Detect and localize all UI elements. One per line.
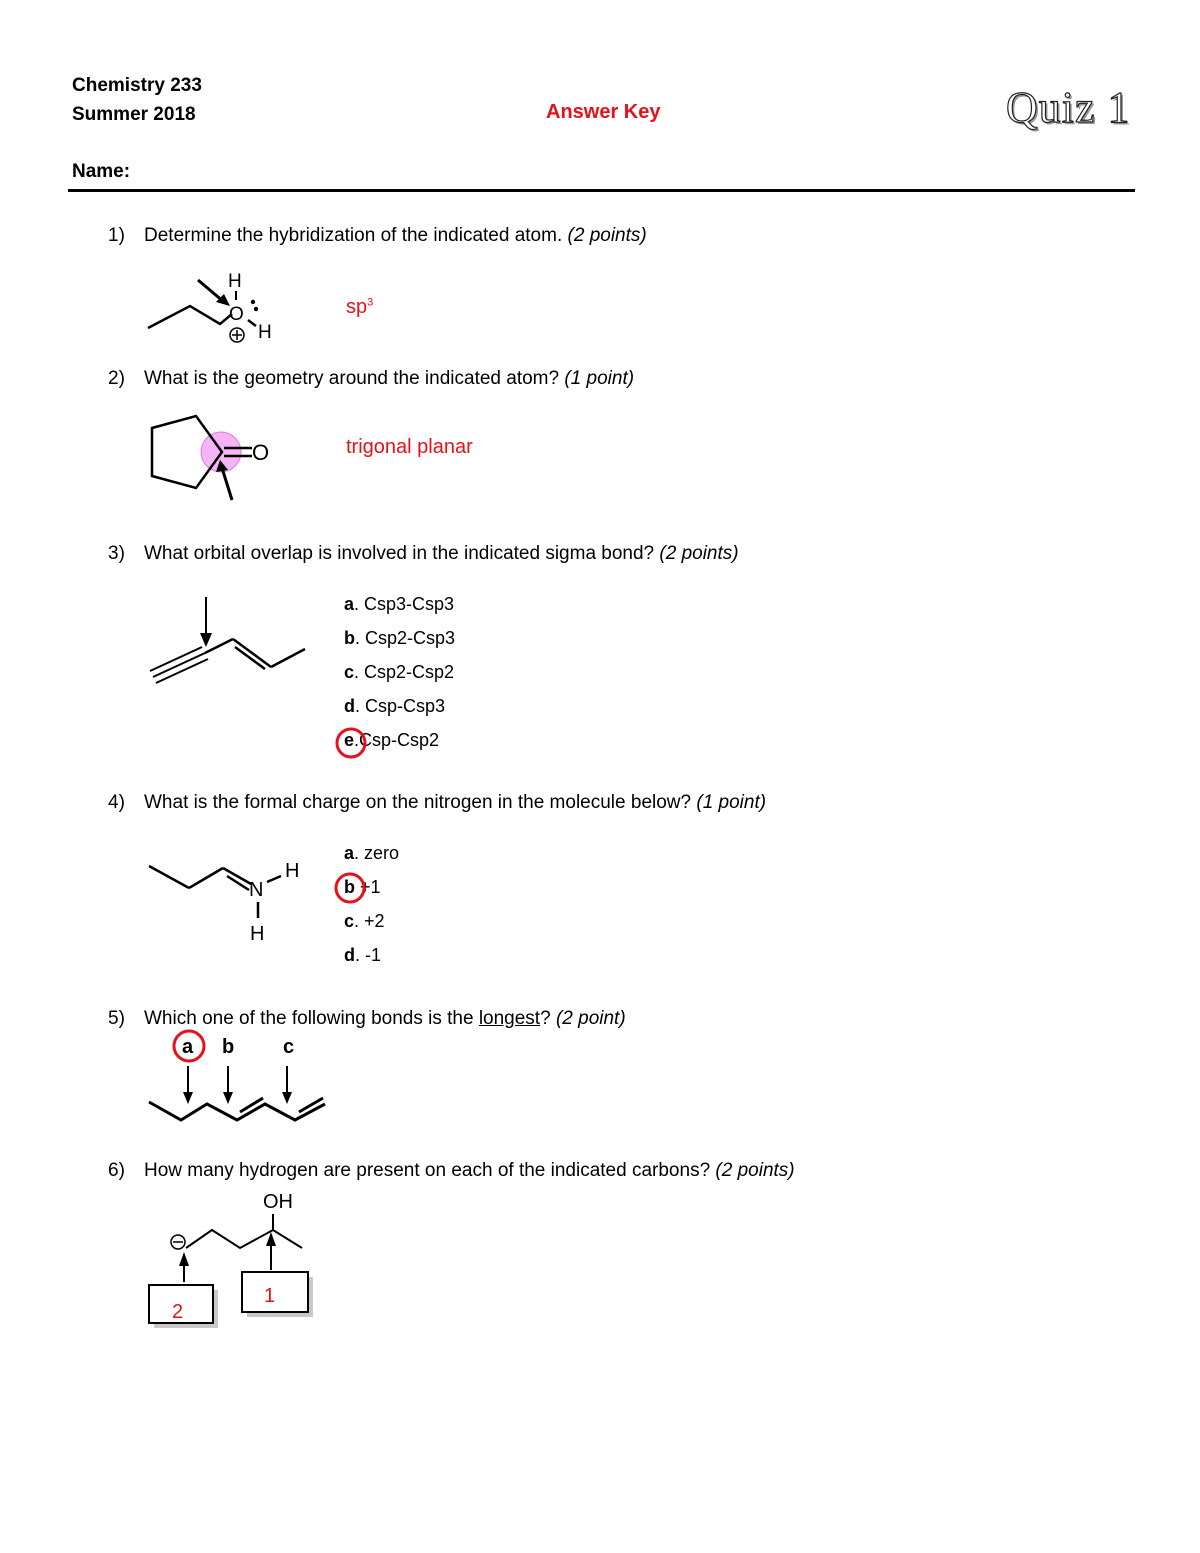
q2-structure bbox=[140, 410, 290, 510]
option-text: -1 bbox=[360, 945, 382, 965]
q3-option-c[interactable] bbox=[344, 662, 454, 683]
option-text: +1 bbox=[355, 877, 381, 897]
quiz-title: Quiz 1 bbox=[1006, 83, 1131, 132]
question-points: (2 points) bbox=[715, 1160, 795, 1181]
option-sep: . bbox=[354, 662, 360, 682]
question-1 bbox=[108, 225, 647, 247]
option-sep: . bbox=[355, 696, 361, 716]
arrow-head bbox=[200, 633, 212, 647]
question-emphasis: longest bbox=[478, 1008, 541, 1029]
question-points: (2 points) bbox=[567, 225, 647, 246]
bond-label-b: b bbox=[222, 1036, 235, 1058]
bond-label-a: a bbox=[182, 1036, 194, 1058]
q4-option-c[interactable] bbox=[344, 911, 385, 932]
q4-option-d[interactable] bbox=[344, 945, 381, 966]
option-text: Csp-Csp3 bbox=[360, 696, 446, 716]
q2-answer: trigonal planar bbox=[346, 436, 473, 458]
atom-o: O bbox=[229, 304, 244, 325]
question-4 bbox=[108, 792, 766, 814]
course-title: Chemistry 233 bbox=[72, 75, 202, 96]
atom-o: O bbox=[252, 440, 270, 465]
option-letter: c bbox=[344, 662, 355, 682]
question-text: What orbital overlap is involved in the indicated sigma bond? bbox=[144, 543, 655, 564]
atom-h: H bbox=[228, 271, 242, 292]
option-sep: . bbox=[354, 594, 360, 614]
question-number: 3) bbox=[108, 543, 125, 564]
atom-h: H bbox=[285, 860, 300, 882]
question-points: (2 points) bbox=[659, 543, 739, 564]
question-points: (2 point) bbox=[555, 1008, 626, 1029]
q3-structure bbox=[145, 595, 315, 685]
option-text: zero bbox=[359, 843, 400, 863]
option-sep: . bbox=[354, 911, 360, 931]
q3-option-d[interactable] bbox=[344, 696, 445, 717]
question-number: 1) bbox=[108, 225, 125, 246]
option-letter: d bbox=[344, 945, 355, 965]
question-3 bbox=[108, 543, 739, 565]
option-text: Csp2-Csp2 bbox=[359, 662, 455, 682]
q3-selected-circle bbox=[334, 726, 368, 760]
option-text: Csp3-Csp3 bbox=[359, 594, 455, 614]
answer-text: sp bbox=[346, 296, 368, 318]
answer-key-label: Answer Key bbox=[546, 101, 661, 123]
answer-left: 2 bbox=[172, 1301, 184, 1323]
answer-superscript: 3 bbox=[367, 296, 374, 309]
q4-selected-circle bbox=[333, 872, 367, 906]
term: Summer 2018 bbox=[72, 104, 196, 125]
name-label: Name: bbox=[72, 161, 131, 182]
question-points: (1 point) bbox=[564, 368, 635, 389]
question-text: Which one of the following bonds is the bbox=[144, 1008, 479, 1029]
question-number: 5) bbox=[108, 1008, 125, 1029]
group-oh: OH bbox=[263, 1191, 293, 1213]
question-6 bbox=[108, 1160, 795, 1182]
q1-structure bbox=[140, 262, 300, 352]
option-text: Csp-Csp2 bbox=[359, 730, 440, 750]
option-text: Csp2-Csp3 bbox=[360, 628, 456, 648]
bond-label-c: c bbox=[283, 1036, 295, 1058]
q5-structure bbox=[145, 1030, 335, 1130]
option-sep: . bbox=[355, 945, 361, 965]
indicator-arrow bbox=[222, 468, 232, 500]
question-text: Determine the hybridization of the indicated atom. bbox=[144, 225, 563, 246]
option-letter: e bbox=[344, 730, 355, 750]
option-sep: . bbox=[355, 628, 361, 648]
answer-right: 1 bbox=[264, 1285, 276, 1307]
q3-option-a[interactable] bbox=[344, 594, 454, 615]
q1-answer bbox=[346, 296, 373, 319]
question-points: (1 point) bbox=[696, 792, 767, 813]
option-letter: c bbox=[344, 911, 355, 931]
header-divider bbox=[68, 189, 1135, 192]
q4-structure bbox=[145, 852, 315, 952]
option-letter: a bbox=[344, 843, 355, 863]
option-letter: b bbox=[344, 628, 355, 648]
question-5 bbox=[108, 1008, 626, 1030]
atom-h2: H bbox=[250, 923, 265, 945]
atom-n: N bbox=[249, 879, 264, 901]
question-2 bbox=[108, 368, 634, 390]
question-text: What is the formal charge on the nitrogen in the molecule below? bbox=[144, 792, 692, 813]
question-number: 2) bbox=[108, 368, 125, 389]
atom-h2: H bbox=[258, 322, 272, 343]
question-number: 4) bbox=[108, 792, 125, 813]
option-letter: d bbox=[344, 696, 355, 716]
option-text: +2 bbox=[359, 911, 385, 931]
question-text: How many hydrogen are present on each of the indicated carbons? bbox=[144, 1160, 711, 1181]
question-text-end: ? bbox=[540, 1008, 551, 1029]
q3-option-b[interactable] bbox=[344, 628, 455, 649]
question-number: 6) bbox=[108, 1160, 125, 1181]
q4-option-a[interactable] bbox=[344, 843, 399, 864]
question-text: What is the geometry around the indicated atom? bbox=[144, 368, 560, 389]
option-letter: a bbox=[344, 594, 355, 614]
option-sep: . bbox=[354, 843, 360, 863]
q6-structure bbox=[140, 1186, 330, 1336]
option-letter: b bbox=[344, 877, 355, 897]
option-sep: . bbox=[354, 730, 360, 750]
